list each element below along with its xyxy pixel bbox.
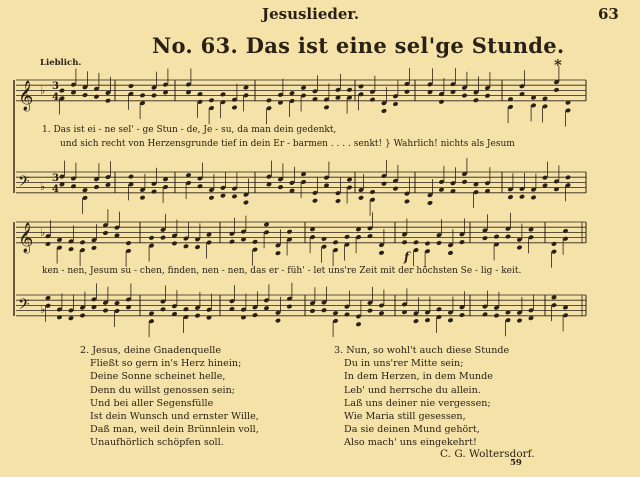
note-head bbox=[436, 240, 442, 246]
note-head bbox=[243, 85, 249, 91]
verse-line: Fließt so gern in's Herz hinein; bbox=[90, 358, 242, 370]
flat-icon: ♭ bbox=[40, 180, 46, 193]
note-head bbox=[208, 195, 214, 201]
note-head bbox=[562, 228, 568, 234]
note-head bbox=[45, 241, 51, 247]
note-head bbox=[243, 200, 249, 206]
note-head bbox=[473, 97, 479, 103]
note-head bbox=[128, 83, 134, 89]
treble-clef-icon: 𝄞 bbox=[18, 80, 34, 111]
note-head bbox=[151, 189, 157, 195]
time-signature: 4 bbox=[52, 184, 59, 195]
note-head bbox=[208, 98, 214, 104]
note-head bbox=[367, 308, 373, 314]
note-head bbox=[551, 241, 557, 247]
note-head bbox=[160, 235, 166, 241]
hymn-title: No. 63. Das ist eine sel'ge Stunde. bbox=[152, 33, 565, 58]
note-head bbox=[197, 183, 203, 189]
lyrics-line-2: und sich recht von Herzensgrunde tief in dein Er - barmen . . . . senkt! } Wahrlich! nichts als Jesum bbox=[60, 139, 515, 149]
note-head bbox=[93, 94, 99, 100]
note-head bbox=[125, 240, 131, 246]
note-head bbox=[68, 246, 74, 252]
note-head bbox=[194, 244, 200, 250]
note-head bbox=[438, 99, 444, 105]
note-head bbox=[507, 194, 513, 200]
tempo-marking: Lieblich. bbox=[40, 58, 82, 68]
verse-line: Denn du willst genossen sein; bbox=[90, 384, 235, 396]
note-head bbox=[401, 240, 407, 246]
note-head bbox=[82, 187, 88, 193]
note-head bbox=[171, 241, 177, 247]
note-head bbox=[128, 174, 134, 180]
treble-clef-icon: 𝄞 bbox=[18, 222, 34, 253]
note-head bbox=[266, 98, 272, 104]
verse-line: 2. Jesus, deine Gnadenquelle bbox=[80, 345, 222, 356]
note-head bbox=[252, 239, 258, 245]
verse-line: Da sie deinen Mund gehört, bbox=[344, 424, 480, 436]
note-head bbox=[56, 315, 62, 321]
note-head bbox=[346, 177, 352, 183]
verse-line: Laß uns deiner nie vergessen; bbox=[344, 397, 491, 409]
time-signature: 4 bbox=[52, 92, 59, 103]
note-head bbox=[551, 295, 557, 301]
note-head bbox=[252, 312, 258, 318]
note-head bbox=[231, 105, 237, 111]
note-head bbox=[275, 318, 281, 324]
note-head bbox=[404, 89, 410, 95]
note-head bbox=[286, 229, 292, 235]
note-head bbox=[332, 240, 338, 246]
lyrics-line-1: 1. Das ist ei - ne sel' - ge Stun - de, Je - su, da man dein gedenkt, bbox=[42, 125, 337, 135]
note-head bbox=[493, 313, 499, 319]
note-head bbox=[367, 233, 373, 239]
note-head bbox=[392, 101, 398, 107]
note-head bbox=[381, 181, 387, 187]
note-head bbox=[183, 244, 189, 250]
note-head bbox=[378, 310, 384, 316]
note-head bbox=[91, 245, 97, 251]
note-head bbox=[344, 234, 350, 240]
verse-line: 3. Nun, so wohl't auch diese Stunde bbox=[334, 345, 510, 356]
note-head bbox=[139, 93, 145, 99]
note-head bbox=[220, 193, 226, 199]
note-head bbox=[323, 105, 329, 111]
note-head bbox=[516, 245, 522, 251]
note-head bbox=[381, 108, 387, 114]
note-head bbox=[229, 239, 235, 245]
note-head bbox=[519, 194, 525, 200]
note-head bbox=[197, 91, 203, 97]
verse-3 bbox=[334, 344, 509, 450]
note-head bbox=[231, 194, 237, 200]
note-head bbox=[413, 318, 419, 324]
note-head bbox=[300, 85, 306, 91]
verse-line: Wie Maria still gesessen, bbox=[344, 411, 466, 423]
note-head bbox=[79, 313, 85, 319]
note-head bbox=[358, 84, 364, 90]
note-head bbox=[286, 304, 292, 310]
note-head bbox=[321, 307, 327, 313]
note-head bbox=[59, 88, 65, 94]
verse-line: Du in uns'rer Mitte sein; bbox=[344, 358, 464, 370]
note-head bbox=[553, 87, 559, 93]
note-head bbox=[263, 222, 269, 228]
note-head bbox=[309, 308, 315, 314]
note-head bbox=[516, 318, 522, 324]
verse-2 bbox=[80, 344, 259, 450]
note-head bbox=[424, 317, 430, 323]
time-signature: 3 bbox=[52, 173, 59, 184]
verse-line: Daß man, weil dein Brünnlein voll, bbox=[90, 424, 259, 436]
note-head bbox=[493, 234, 499, 240]
verse-line: Also mach' uns eingekehrt! bbox=[344, 437, 477, 449]
flat-icon: ♭ bbox=[40, 226, 46, 239]
note-head bbox=[263, 305, 269, 311]
note-head bbox=[335, 198, 341, 204]
verse-line: Leb' und herrsche du allein. bbox=[344, 384, 481, 396]
page-number: 63 bbox=[598, 5, 619, 23]
note-head bbox=[220, 92, 226, 98]
note-head bbox=[70, 183, 76, 189]
verse-line: Unaufhörlich schöpfen soll. bbox=[90, 437, 224, 449]
note-head bbox=[369, 97, 375, 103]
note-head bbox=[447, 250, 453, 256]
time-signature: 3 bbox=[52, 81, 59, 92]
note-head bbox=[459, 239, 465, 245]
note-head bbox=[148, 235, 154, 241]
note-head bbox=[82, 92, 88, 98]
note-head bbox=[530, 195, 536, 201]
flat-icon: ♭ bbox=[40, 84, 46, 97]
note-head bbox=[105, 182, 111, 188]
note-head bbox=[102, 308, 108, 314]
note-head bbox=[151, 93, 157, 99]
note-head bbox=[194, 313, 200, 319]
note-head bbox=[332, 310, 338, 316]
note-head bbox=[413, 240, 419, 246]
author-credit: C. G. Woltersdorf. bbox=[440, 448, 535, 460]
flat-icon: ♭ bbox=[40, 303, 46, 316]
note-head bbox=[459, 312, 465, 318]
footer-number: 59 bbox=[510, 458, 522, 468]
bass-clef-icon: 𝄢 bbox=[18, 172, 30, 194]
section-heading: Jesuslieder. bbox=[262, 5, 360, 23]
note-head bbox=[93, 184, 99, 190]
note-head bbox=[427, 200, 433, 206]
note-head bbox=[447, 317, 453, 323]
note-head bbox=[378, 250, 384, 256]
bass-clef-icon: 𝄢 bbox=[18, 295, 30, 317]
note-head bbox=[461, 179, 467, 185]
note-head bbox=[346, 87, 352, 93]
verse-line: Deine Sonne scheinet helle, bbox=[90, 371, 226, 383]
note-head bbox=[68, 315, 74, 321]
note-head bbox=[436, 306, 442, 312]
note-head bbox=[369, 189, 375, 195]
star-mark: * bbox=[554, 56, 562, 74]
note-head bbox=[139, 195, 145, 201]
note-head bbox=[482, 235, 488, 241]
note-head bbox=[275, 250, 281, 256]
note-head bbox=[277, 184, 283, 190]
note-head bbox=[404, 199, 410, 205]
note-head bbox=[102, 230, 108, 236]
note-head bbox=[461, 93, 467, 99]
note-head bbox=[321, 236, 327, 242]
dynamic-marking: f bbox=[404, 250, 410, 264]
note-head bbox=[344, 312, 350, 318]
note-head bbox=[160, 307, 166, 313]
note-head bbox=[148, 311, 154, 317]
verse-line: Ist dein Wunsch und ernster Wille, bbox=[90, 411, 259, 423]
note-head bbox=[482, 312, 488, 318]
verse-line: In dem Herzen, in dem Munde bbox=[344, 371, 493, 383]
lyrics-line-3: ken - nen, Jesum su - chen, finden, nen - nen, das er - füh' - let uns're Zeit mit der höchsten Se - lig - keit. bbox=[42, 266, 522, 276]
note-head bbox=[183, 306, 189, 312]
verse-line: Und bei aller Segensfülle bbox=[90, 397, 214, 409]
note-head bbox=[424, 241, 430, 247]
note-head bbox=[565, 175, 571, 181]
note-head bbox=[289, 90, 295, 96]
note-head bbox=[484, 93, 490, 99]
note-head bbox=[79, 240, 85, 246]
note-head bbox=[392, 186, 398, 192]
note-head bbox=[105, 98, 111, 104]
note-head bbox=[312, 198, 318, 204]
note-head bbox=[355, 322, 361, 328]
note-head bbox=[505, 234, 511, 240]
note-head bbox=[358, 195, 364, 201]
